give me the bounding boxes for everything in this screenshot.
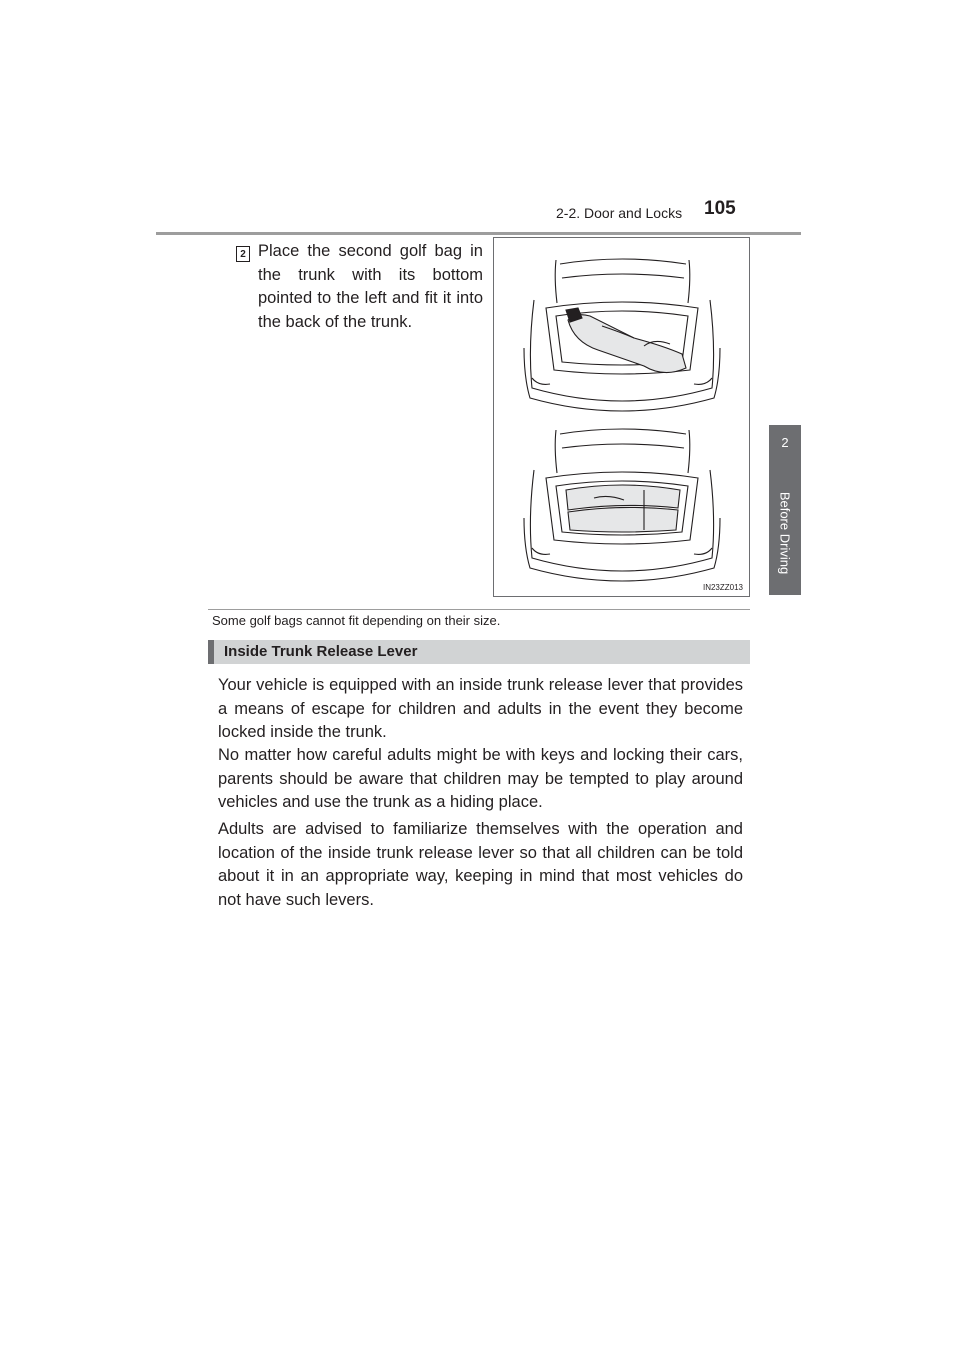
- figure-code: IN23ZZ013: [702, 583, 743, 592]
- paragraph-children-warning: No matter how careful adults might be with keys and locking their cars, parents should be aware that children may be tempted to play around vehicles and use the trunk as a hiding place.: [218, 746, 743, 811]
- header-rule: [156, 232, 801, 235]
- chapter-side-tab: [769, 425, 801, 595]
- paragraph-escape-lever: Your vehicle is equipped with an inside trunk release lever that provides a means of escape for children and adults in the event they become locked inside the trunk.: [218, 676, 743, 741]
- section-heading-bar: [208, 640, 750, 664]
- header-section-title: 2-2. Door and Locks: [556, 205, 683, 221]
- note-text: Some golf bags cannot fit depending on their size.: [212, 613, 501, 628]
- step-number-box: 2: [236, 246, 250, 262]
- paragraph-adult-advice: Adults are advised to familiarize themselves with the operation and location of the inside trunk release lever so that all children can be told about it in an appropriate way, keeping in mind that most vehicles do not have such levers.: [218, 820, 743, 909]
- trunk-illustration: [493, 237, 750, 597]
- trunk-drawing: [494, 238, 751, 598]
- step-instruction: Place the second golf bag in the trunk with its bottom pointed to the left and fit it into the back of the trunk.: [258, 242, 483, 331]
- section-heading: Inside Trunk Release Lever: [224, 643, 418, 660]
- chapter-label: Before Driving: [777, 491, 793, 575]
- chapter-number: 2: [781, 435, 789, 450]
- page-number: 105: [704, 198, 736, 219]
- note-rule: [208, 609, 750, 610]
